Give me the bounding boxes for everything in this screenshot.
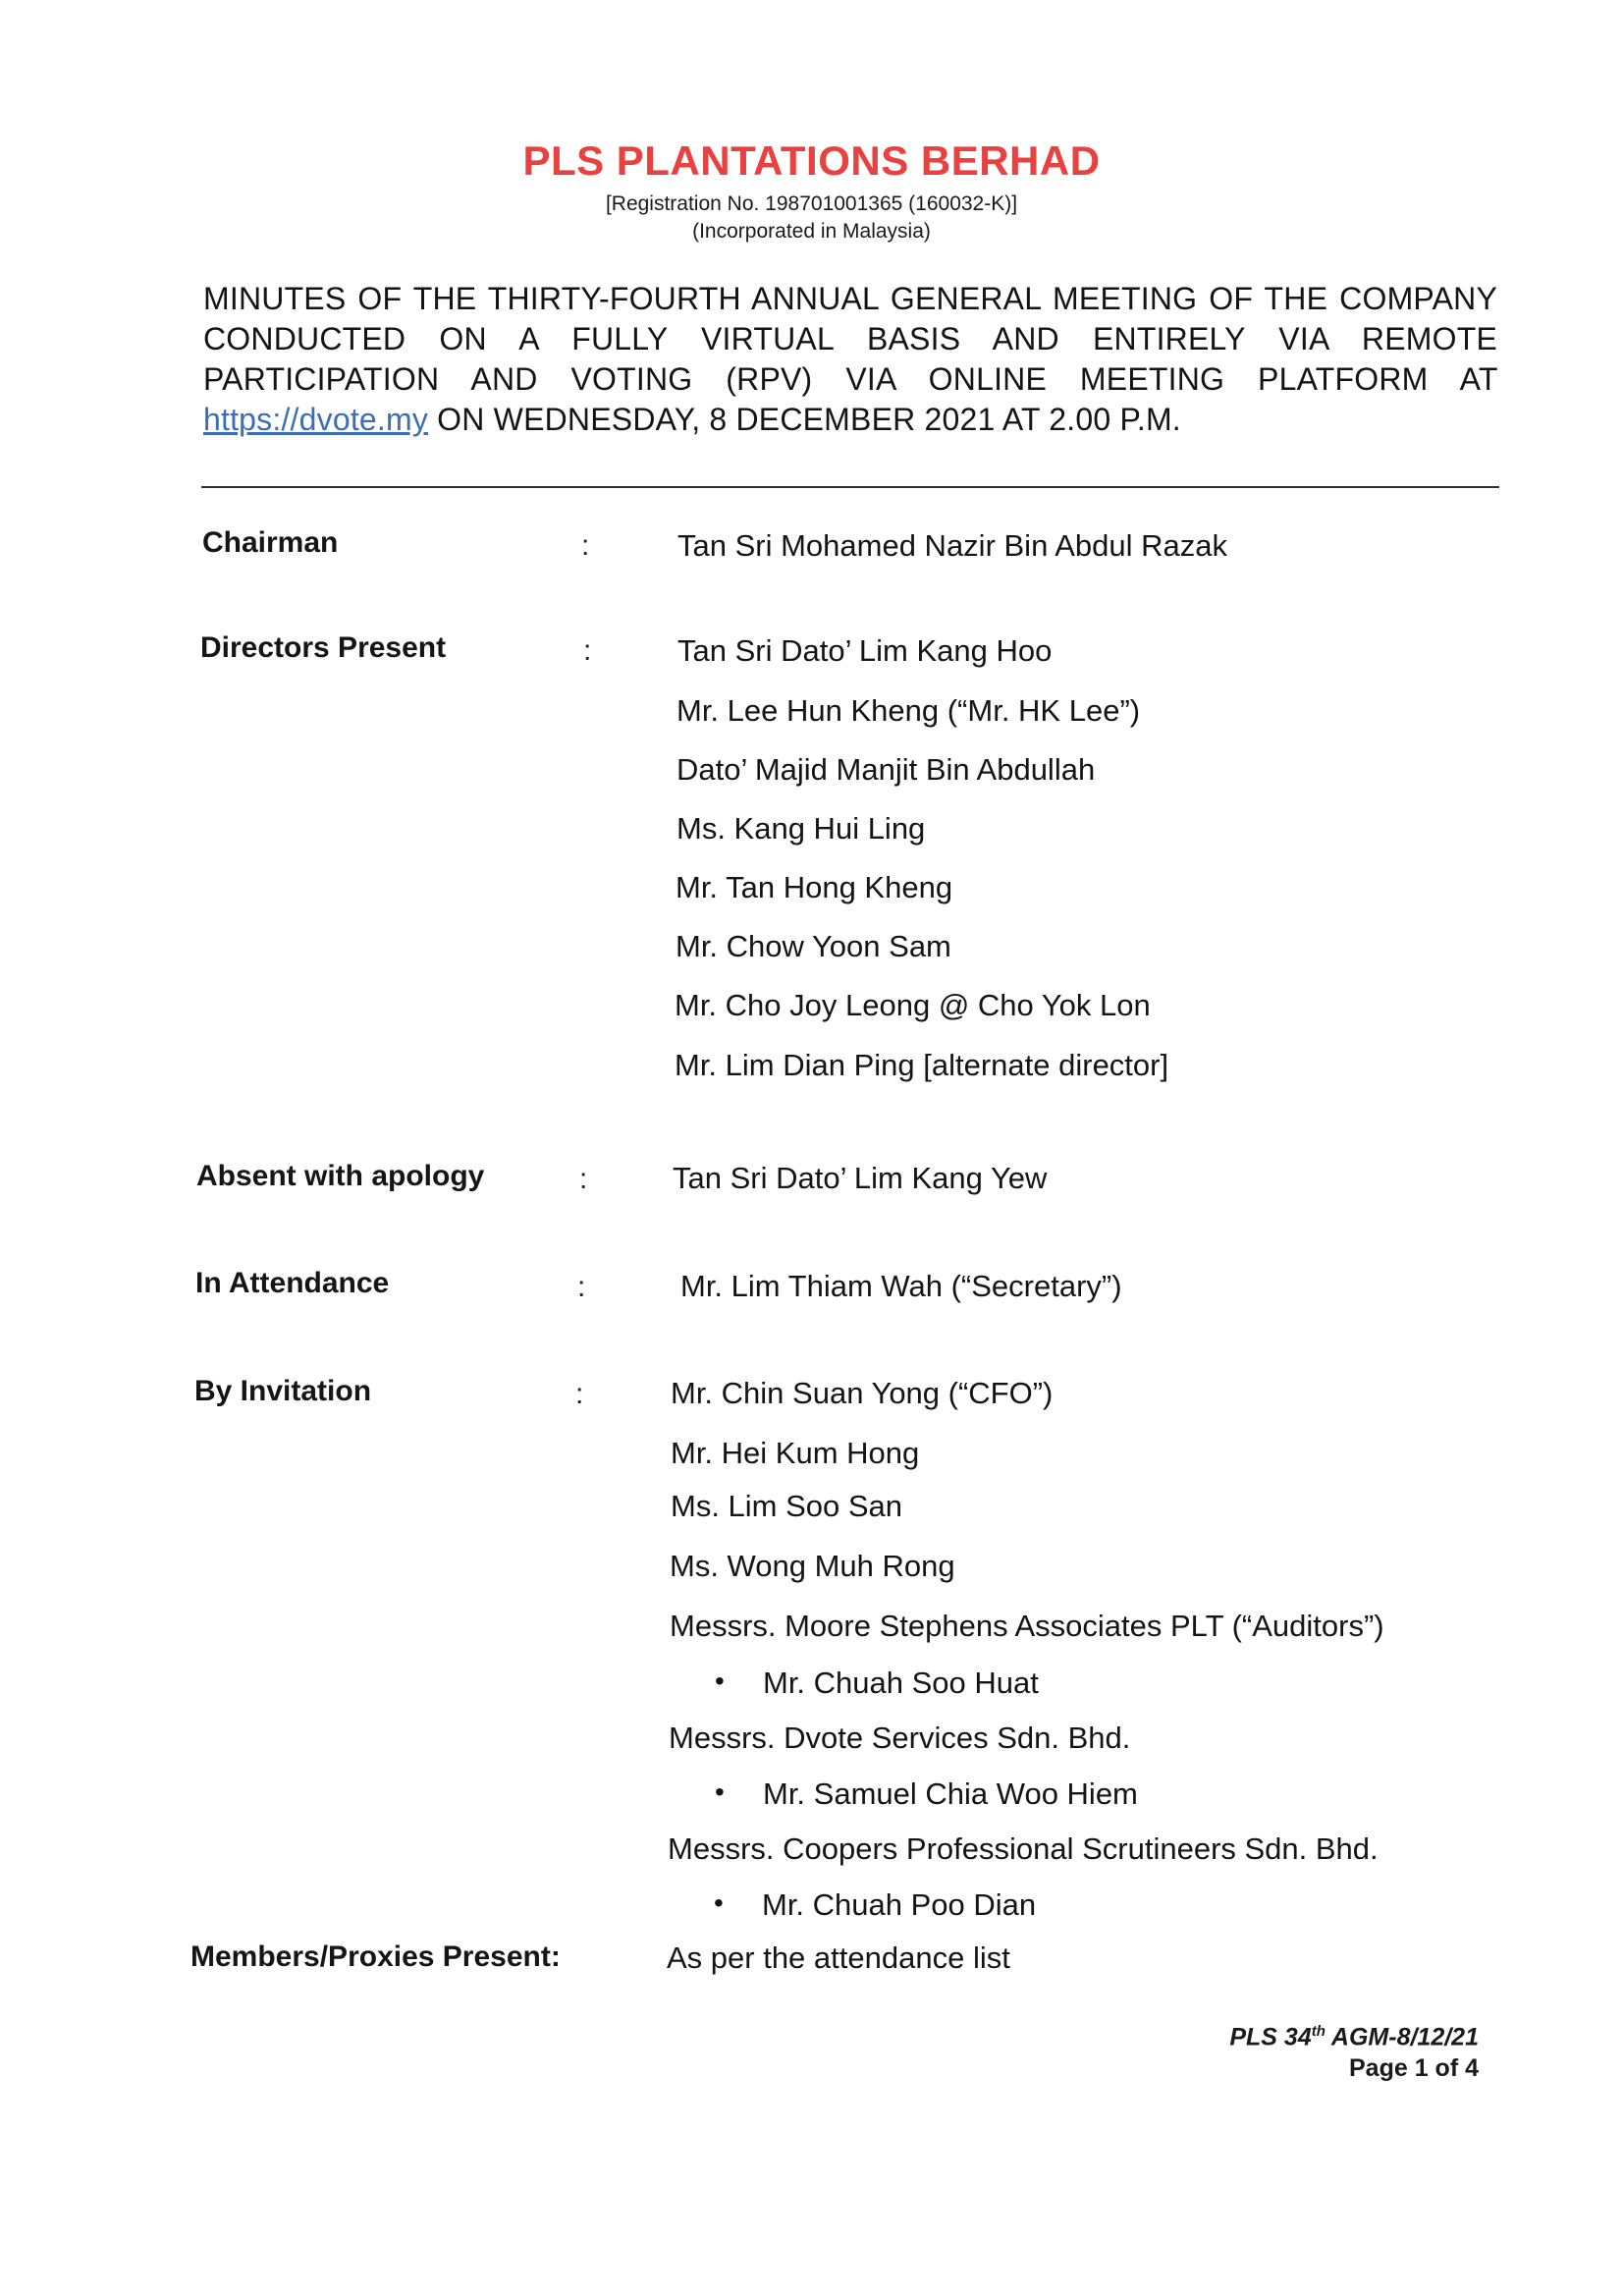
- page-number: Page 1 of 4: [1349, 2054, 1479, 2082]
- invitee-name: Mr. Hei Kum Hong: [671, 1436, 920, 1470]
- directors-colon: :: [583, 634, 592, 667]
- directors-label: Directors Present: [200, 631, 447, 664]
- chairman-label: Chairman: [202, 526, 339, 559]
- firm-name: Messrs. Coopers Professional Scrutineers Sdn. Bhd.: [668, 1831, 1379, 1866]
- chairman-name: Tan Sri Mohamed Nazir Bin Abdul Razak: [677, 528, 1227, 563]
- invitee-name: Mr. Chin Suan Yong (“CFO”): [671, 1376, 1054, 1410]
- director-name: Tan Sri Dato’ Lim Kang Hoo: [677, 633, 1053, 668]
- firm-representative: Mr. Chuah Poo Dian: [762, 1887, 1037, 1922]
- in-attendance-colon: :: [577, 1271, 586, 1303]
- divider: [201, 486, 1499, 488]
- in-attendance-label: In Attendance: [195, 1267, 390, 1299]
- director-name: Mr. Lim Dian Ping [alternate director]: [675, 1048, 1169, 1082]
- bullet-icon: •: [715, 1666, 725, 1696]
- chairman-colon: :: [581, 529, 590, 562]
- firm-representative: Mr. Samuel Chia Woo Hiem: [763, 1777, 1138, 1811]
- by-invitation-colon: :: [575, 1378, 584, 1410]
- secretary-name: Mr. Lim Thiam Wah (“Secretary”): [680, 1269, 1122, 1303]
- director-name: Mr. Lee Hun Kheng (“Mr. HK Lee”): [676, 693, 1141, 728]
- title-date: ON WEDNESDAY, 8 DECEMBER 2021 AT 2.00 P.M.: [437, 402, 1181, 437]
- incorporation-note: (Incorporated in Malaysia): [692, 220, 931, 243]
- absent-name: Tan Sri Dato’ Lim Kang Yew: [673, 1161, 1048, 1195]
- document-reference: [1229, 2023, 1479, 2051]
- ref-suffix: AGM-8/12/21: [1325, 2023, 1479, 2051]
- ref-superscript: th: [1311, 2023, 1325, 2040]
- director-name: Mr. Cho Joy Leong @ Cho Yok Lon: [675, 988, 1151, 1022]
- title-text: MINUTES OF THE THIRTY-FOURTH ANNUAL GENERAL MEETING OF THE COMPANY CONDUCTED ON A FULLY VIRTUAL BASIS AND ENTIRELY VIA REMOTE PARTICIPATION AND VOTING (RPV) VIA ONLINE MEETING PLATFORM AT: [203, 281, 1497, 397]
- absent-label: Absent with apology: [196, 1160, 485, 1192]
- bullet-icon: •: [715, 1777, 725, 1807]
- minutes-title: [203, 279, 1497, 440]
- absent-colon: :: [579, 1163, 588, 1195]
- members-label: Members/Proxies Present:: [190, 1941, 561, 1973]
- invitee-name: Ms. Wong Muh Rong: [670, 1549, 955, 1583]
- bullet-icon: •: [714, 1887, 724, 1918]
- director-name: Ms. Kang Hui Ling: [676, 811, 926, 846]
- members-value: As per the attendance list: [667, 1941, 1010, 1975]
- director-name: Mr. Chow Yoon Sam: [676, 929, 951, 963]
- ref-prefix: PLS 34: [1229, 2023, 1312, 2051]
- registration-number: [Registration No. 198701001365 (160032-K)]: [605, 192, 1018, 215]
- firm-name: Messrs. Moore Stephens Associates PLT (“Auditors”): [670, 1609, 1384, 1643]
- director-name: Dato’ Majid Manjit Bin Abdullah: [676, 752, 1096, 787]
- firm-representative: Mr. Chuah Soo Huat: [763, 1666, 1039, 1700]
- firm-name: Messrs. Dvote Services Sdn. Bhd.: [669, 1721, 1131, 1755]
- by-invitation-label: By Invitation: [194, 1375, 372, 1407]
- company-name: PLS PLANTATIONS BERHAD: [522, 137, 1101, 184]
- director-name: Mr. Tan Hong Kheng: [676, 870, 953, 904]
- dvote-link[interactable]: https://dvote.my: [203, 402, 429, 437]
- invitee-name: Ms. Lim Soo San: [671, 1489, 903, 1523]
